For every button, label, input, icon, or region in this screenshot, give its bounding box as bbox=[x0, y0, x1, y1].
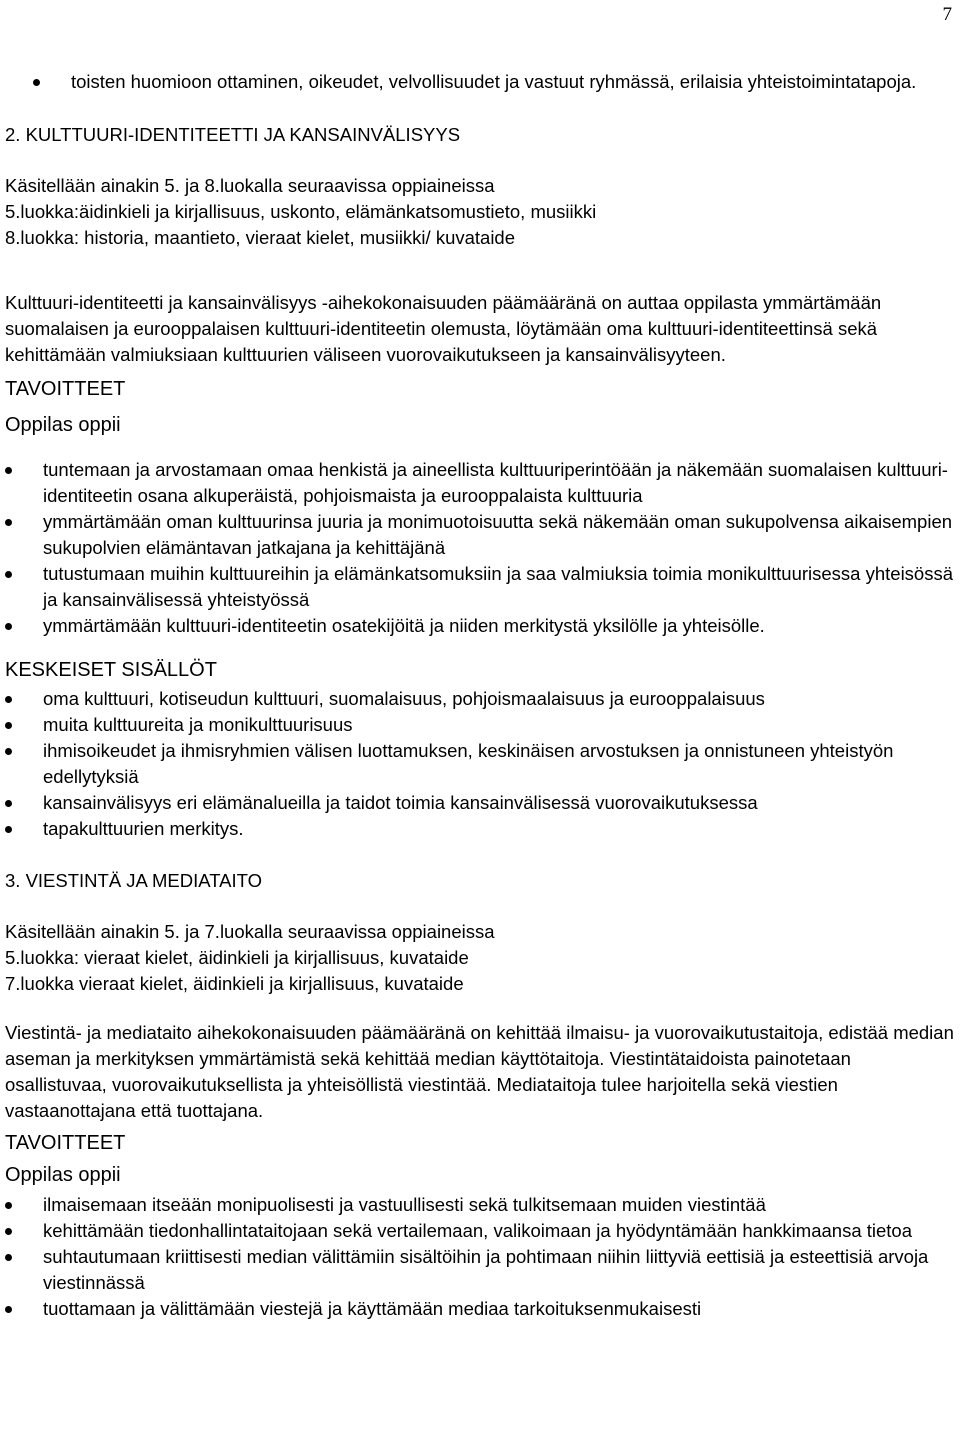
bullet-icon bbox=[5, 519, 12, 526]
section-2-contents-heading: KESKEISET SISÄLLÖT bbox=[5, 659, 217, 681]
bullet-icon bbox=[5, 800, 12, 807]
bullet-icon bbox=[5, 1254, 12, 1261]
section-2-title: 2. KULTTUURI-IDENTITEETTI JA KANSAINVÄLISYYS bbox=[5, 124, 461, 145]
list-item: oma kulttuuri, kotiseudun kulttuuri, suomalaisuus, pohjoismaalaisuus ja eurooppalaisuus bbox=[5, 686, 955, 712]
intro-bullet-list bbox=[5, 69, 955, 95]
bullet-icon bbox=[5, 748, 12, 755]
list-item: ymmärtämään oman kulttuurinsa juuria ja monimuotoisuutta sekä näkemään oman sukupolvensa aikaisempien sukupolvien elämäntavan jatkajana ja kehittäjänä bbox=[5, 509, 955, 561]
list-item: tutustumaan muihin kulttuureihin ja elämänkatsomuksiin ja saa valmiuksia toimia monikulttuurisessa yhteisössä ja kansainvälisessä yhteistyössä bbox=[5, 561, 955, 613]
section-2-goals-list bbox=[5, 457, 955, 639]
section-3-goals-intro: Oppilas oppii bbox=[5, 1164, 121, 1186]
list-item: ilmaisemaan itseään monipuolisesti ja vastuullisesti sekä tulkitsemaan muiden viestintää bbox=[5, 1192, 955, 1218]
section-2-description: Kulttuuri-identiteetti ja kansainvälisyys -aihekokonaisuuden päämääränä on auttaa oppilasta ymmärtämään suomalaisen ja eurooppalaisen kulttuuri-identiteetin olemusta, löytämään oma kulttuuri-identiteettinsä sekä kehittämään valmiuksiaan kulttuurien väliseen vuorovaikutukseen ja kansainvälisyyteen. bbox=[5, 292, 882, 365]
section-3-subjects bbox=[5, 919, 955, 997]
list-item: kansainvälisyys eri elämänalueilla ja taidot toimia kansainvälisessä vuorovaikutuksessa bbox=[5, 790, 955, 816]
subject-line: Käsitellään ainakin 5. ja 7.luokalla seuraavissa oppiaineissa bbox=[5, 921, 495, 942]
list-item: kehittämään tiedonhallintataitojaan sekä vertailemaan, valikoimaan ja hyödyntämään hankkimaansa tietoa bbox=[5, 1218, 955, 1244]
list-item: suhtautumaan kriittisesti median välittämiin sisältöihin ja pohtimaan niihin liittyviä eettisiä ja esteettisiä arvoja viestinnässä bbox=[5, 1244, 955, 1296]
list-item: tuottamaan ja välittämään viestejä ja käyttämään mediaa tarkoituksenmukaisesti bbox=[5, 1296, 955, 1322]
page-number: 7 bbox=[942, 4, 952, 25]
bullet-icon bbox=[33, 79, 40, 86]
bullet-icon bbox=[5, 722, 12, 729]
section-2-goals-intro: Oppilas oppii bbox=[5, 414, 121, 436]
bullet-icon bbox=[5, 696, 12, 703]
bullet-icon bbox=[5, 1306, 12, 1313]
section-3-description: Viestintä- ja mediataito aihekokonaisuuden päämääränä on kehittää ilmaisu- ja vuorovaikutustaitoja, edistää median aseman ja merkityksen ymmärtämistä sekä kehittää median käyttötaitoja. Viestintätaidoista painotetaan osallistuvaa, vuorovaikutuksellista ja yhteisöllistä viestintää. Mediataitoja tulee harjoitella sekä viestien vastaanottajana että tuottajana. bbox=[5, 1022, 954, 1121]
section-3-title: 3. VIESTINTÄ JA MEDIATAITO bbox=[5, 870, 262, 891]
section-2-contents-list bbox=[5, 686, 955, 842]
list-item: ihmisoikeudet ja ihmisryhmien välisen luottamuksen, keskinäisen arvostuksen ja onnistuneen yhteistyön edellytyksiä bbox=[5, 738, 955, 790]
list-item: ymmärtämään kulttuuri-identiteetin osatekijöitä ja niiden merkitystä yksilölle ja yhteisölle. bbox=[5, 613, 955, 639]
subject-line: Käsitellään ainakin 5. ja 8.luokalla seuraavissa oppiaineissa bbox=[5, 175, 495, 196]
section-2-goals-heading: TAVOITTEET bbox=[5, 378, 126, 400]
section-2-subjects bbox=[5, 173, 955, 251]
bullet-icon bbox=[5, 467, 12, 474]
list-item: toisten huomioon ottaminen, oikeudet, velvollisuudet ja vastuut ryhmässä, erilaisia yhteistoimintatapoja. bbox=[5, 69, 955, 95]
subject-line: 5.luokka: vieraat kielet, äidinkieli ja kirjallisuus, kuvataide bbox=[5, 947, 469, 968]
subject-line: 8.luokka: historia, maantieto, vieraat kielet, musiikki/ kuvataide bbox=[5, 227, 516, 248]
bullet-icon bbox=[5, 1228, 12, 1235]
list-item: tuntemaan ja arvostamaan omaa henkistä ja aineellista kulttuuriperintöään ja näkemään suomalaisen kulttuuri-identiteetin osana alkuperäistä, pohjoismaista ja eurooppalaista kulttuuria bbox=[5, 457, 955, 509]
bullet-icon bbox=[5, 826, 12, 833]
bullet-icon bbox=[5, 623, 12, 630]
bullet-icon bbox=[5, 571, 12, 578]
document-body bbox=[5, 0, 955, 1322]
subject-line: 7.luokka vieraat kielet, äidinkieli ja kirjallisuus, kuvataide bbox=[5, 973, 464, 994]
subject-line: 5.luokka:äidinkieli ja kirjallisuus, uskonto, elämänkatsomustieto, musiikki bbox=[5, 201, 597, 222]
section-3-goals-heading: TAVOITTEET bbox=[5, 1132, 126, 1154]
list-item: tapakulttuurien merkitys. bbox=[5, 816, 955, 842]
list-item: muita kulttuureita ja monikulttuurisuus bbox=[5, 712, 955, 738]
bullet-icon bbox=[5, 1202, 12, 1209]
section-3-goals-list bbox=[5, 1192, 955, 1322]
